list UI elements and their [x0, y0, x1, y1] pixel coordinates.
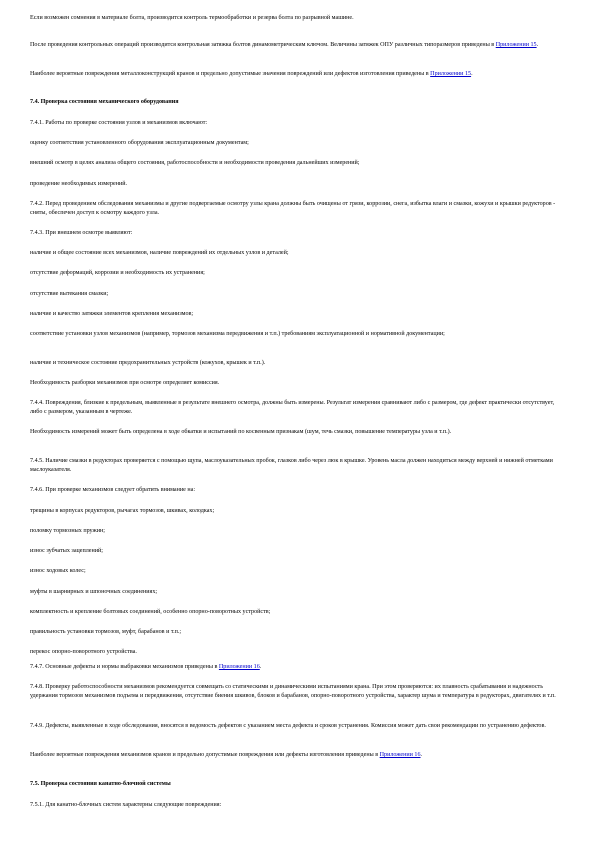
paragraph: комплектность и крепление болтовых соединений, особенно опорно-поворотных устройств; — [30, 609, 271, 615]
paragraph: 7.5.1. Для канатно-блочных систем характерны следующие повреждения: — [30, 802, 222, 808]
paragraph: проведение необходимых измерений. — [30, 181, 128, 187]
appendix-link[interactable]: Приложении 15 — [495, 42, 537, 48]
paragraph: износ зубчатых зацеплений; — [30, 548, 103, 554]
appendix-link[interactable]: Приложении 16 — [218, 664, 260, 670]
paragraph: После проведения контрольных операций производится контрольная затяжка болтов динамометрическим ключом. Величины затяжек ОПУ различных типоразмеров приведены в Приложении 15. — [30, 42, 539, 48]
paragraph: Наиболее вероятные повреждения металлоконструкций кранов и предельно допустимые значения повреждений или дефектов изготовления приведены в Приложении 15. — [30, 71, 473, 77]
paragraph: Наиболее вероятные повреждения механизмов кранов и предельно допустимые повреждения или дефекты изготовления приведены в Приложении 16. — [30, 752, 423, 758]
paragraph: 7.4.5. Наличие смазки в редукторах проверяется с помощью щупа, маслоуказательных пробок, глазков либо через люк в крышке. Уровень масла должен находиться между верхней и нижней отметками маслоуказателя. — [30, 458, 553, 473]
paragraph: 7.4.3. При внешнем осмотре выявляют: — [30, 230, 133, 236]
paragraph: 7.4.8. Проверку работоспособности механизмов рекомендуется совмещать со статическими и динамическими испытаниями крана. При этом проверяются: их плавность срабатывания и надежность удержания тормозов механизмов подъема и передвижения, отсутствие биения шкивов, блоков и барабанов, опорно-поворотного устройства, характер шума и температура в редукторах, двигателях и т.п. — [30, 684, 556, 699]
paragraph: износ ходовых колес; — [30, 568, 86, 574]
section-heading: 7.4. Проверка состояния механического оборудования — [30, 99, 179, 105]
paragraph: 7.4.1. Работы по проверке состояния узлов и механизмов включают: — [30, 120, 208, 126]
paragraph: 7.4.6. При проверке механизмов следует обратить внимание на: — [30, 487, 196, 493]
paragraph: муфты в шарнирных и шпоночных соединениях; — [30, 589, 158, 595]
paragraph: перекос опорно-поворотного устройства. — [30, 649, 137, 655]
paragraph: отсутствие деформаций, коррозии и необходимость их устранения; — [30, 270, 205, 276]
paragraph: наличие и техническое состояние предохранительных устройств (кожухов, крышек и т.п.). — [30, 360, 266, 366]
paragraph: 7.4.7. Основные дефекты и нормы выбраковки механизмов приведены в Приложении 16. — [30, 664, 262, 670]
appendix-link[interactable]: Приложении 16 — [379, 752, 421, 758]
paragraph: правильность установки тормозов, муфт, барабанов и т.п.; — [30, 629, 182, 635]
paragraph: 7.4.4. Повреждения, близкие к предельным, выявленные в результате внешнего осмотра, должны быть измерены. Результат измерения сравнивают либо с размером, где дефект практически отсутствует, либо с размером, указанным в чертеже. — [30, 400, 555, 415]
paragraph: оценку соответствия установленного оборудования эксплуатационным документам; — [30, 140, 249, 146]
paragraph: Необходимость разборки механизмов при осмотре определяет комиссия. — [30, 380, 220, 386]
paragraph: наличие и общее состояние всех механизмов, наличие повреждений их отдельных узлов и деталей; — [30, 250, 289, 256]
paragraph: отсутствие вытекания смазки; — [30, 291, 109, 297]
paragraph: внешний осмотр в целях анализа общего состояния, работоспособности и необходимости проведения дальнейших измерений; — [30, 160, 360, 166]
paragraph: поломку тормозных пружин; — [30, 528, 105, 534]
paragraph: 7.4.9. Дефекты, выявленные в ходе обследования, вносятся в ведомость дефектов с указанием места дефекта и сроков устранения. Комиссия может дать свои рекомендации по устранению дефектов. — [30, 723, 546, 729]
appendix-link[interactable]: Приложении 15 — [430, 71, 472, 77]
paragraph: соответствие установки узлов механизмов (например, тормозов механизма передвижения и т.п.) требованиям эксплуатационной и нормативной документации; — [30, 331, 445, 337]
section-heading: 7.5. Проверка состояния канатно-блочной системы — [30, 781, 171, 787]
paragraph: Если возможен сомнения в материале болта, производится контроль термообработки и резерва болта по разрывной машине. — [30, 15, 354, 21]
paragraph: наличие и качество затяжки элементов крепления механизмов; — [30, 311, 194, 317]
paragraph: 7.4.2. Перед проведением обследования механизмы и другие подвергаемые осмотру узлы крана должны быть очищены от грязи, коррозии, снега, избытка влаги и смазки, кожухи и крышки редукторов - сняты, обеспечен доступ к осмотру каждого узла. — [30, 201, 556, 216]
paragraph: трещины в корпусах редукторов, рычагах тормозов, шкивах, колодках; — [30, 508, 215, 514]
paragraph: Необходимость измерений может быть определена в ходе обкатки и испытаний по косвенным признакам (шум, течь смазки, повышение температуры узла и т.п.). — [30, 429, 452, 435]
